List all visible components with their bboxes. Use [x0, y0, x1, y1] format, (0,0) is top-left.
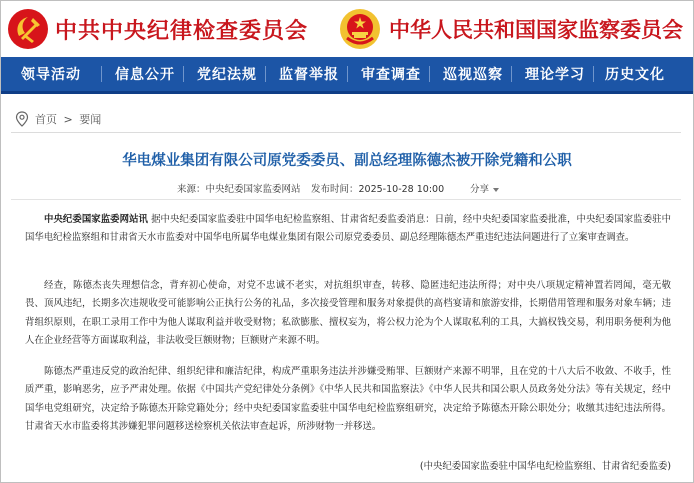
nav-divider: [429, 66, 430, 82]
article-paragraph-1: [25, 211, 671, 248]
nav-item-regulations[interactable]: 党纪法规: [197, 67, 257, 83]
nav-item-inspection[interactable]: 巡视巡察: [443, 67, 503, 83]
party-emblem-icon: [7, 8, 49, 50]
ccdi-title[interactable]: 中共中央纪律检查委员会: [55, 18, 309, 44]
nav-item-history[interactable]: 历史文化: [605, 67, 665, 83]
nav-item-theory[interactable]: 理论学习: [525, 67, 585, 83]
article-lead: 中央纪委国家监委网站讯: [44, 214, 148, 225]
article-paragraph-2: 经查，陈德杰丧失理想信念，背弃初心使命，对党不忠诚不老实，对抗组织审查，转移、隐匿违纪违法所得；对中央八项规定精神置若罔闻，毫无敬畏、顶风违纪，长期多次违规收受可能影响公正执行公务的礼品，多次接受管理和服务对象提供的高档宴请和旅游安排，长期借用管理和服务对象车辆；违背组织原则，在职工录用工作中为他人谋取利益并收受财物；私欲膨胀、擅权妄为，将公权力沦为个人谋取私利的工具，大搞权钱交易，利用职务便利为他人在企业经营等方面谋取利益，非法收受巨额财物；巨额财产来源不明。: [25, 280, 671, 347]
nav-divider: [183, 66, 184, 82]
article-signature: (中央纪委国家监委驻中国华电纪检监察组、甘肃省纪委监委): [419, 461, 671, 472]
nav-divider: [347, 66, 348, 82]
divider: [11, 199, 681, 200]
nav-item-leadership[interactable]: 领导活动: [21, 67, 81, 83]
chevron-down-icon: [493, 188, 499, 192]
location-pin-icon: [15, 111, 29, 127]
site-header: [1, 1, 693, 57]
nav-item-info[interactable]: 信息公开: [115, 67, 175, 83]
share-button[interactable]: [470, 181, 499, 195]
article-date: 发布时间：2025-10-28 10:00: [311, 184, 445, 195]
main-nav: [1, 57, 693, 94]
breadcrumb: [15, 111, 101, 127]
breadcrumb-separator: >: [63, 112, 73, 126]
nav-item-report[interactable]: 监督举报: [279, 67, 339, 83]
divider: [11, 132, 681, 133]
nav-divider: [265, 66, 266, 82]
nav-item-investigation[interactable]: 审查调查: [361, 67, 421, 83]
article-source: 来源：中央纪委国家监委网站: [177, 184, 301, 195]
breadcrumb-home[interactable]: 首页: [35, 113, 57, 126]
share-label: 分享: [470, 184, 490, 195]
breadcrumb-current[interactable]: 要闻: [79, 113, 102, 126]
article-title: 华电煤业集团有限公司原党委委员、副总经理陈德杰被开除党籍和公职: [122, 153, 572, 169]
article-paragraph-3: 陈德杰严重违反党的政治纪律、组织纪律和廉洁纪律，构成严重职务违法并涉嫌受贿罪、巨额财产来源不明罪，且在党的十八大后不收敛、不收手，性质严重，影响恶劣，应予严肃处理。依据《中国共产党纪律处分条例》《中华人民共和国监察法》《中华人民共和国公职人员政务处分法》等有关规定，经中国华电党组研究，决定给予陈德杰开除党籍处分；经中央纪委国家监委驻中国华电纪检监察组研究，决定给予陈德杰开除公职处分；收缴其违纪违法所得。甘肃省天水市监委将其涉嫌犯罪问题移送检察机关依法审查起诉，所涉财物一并移送。: [25, 366, 671, 433]
article-paragraph-1-body: 据中央纪委国家监委驻中国华电纪检监察组、甘肃省纪委监委消息：日前，经中央纪委国家监委批准，中央纪委国家监委驻中国华电纪检监察组和甘肃省天水市监委对中国华电所属华电煤业集团有限公司原党委委员、副总经理陈德杰严重违纪违法问题进行了立案审查调查。: [25, 214, 671, 244]
national-emblem-icon: [339, 8, 381, 50]
nsc-title[interactable]: 中华人民共和国国家监察委员会: [389, 17, 683, 42]
nav-divider: [101, 66, 102, 82]
nav-divider: [593, 66, 594, 82]
nav-divider: [511, 66, 512, 82]
